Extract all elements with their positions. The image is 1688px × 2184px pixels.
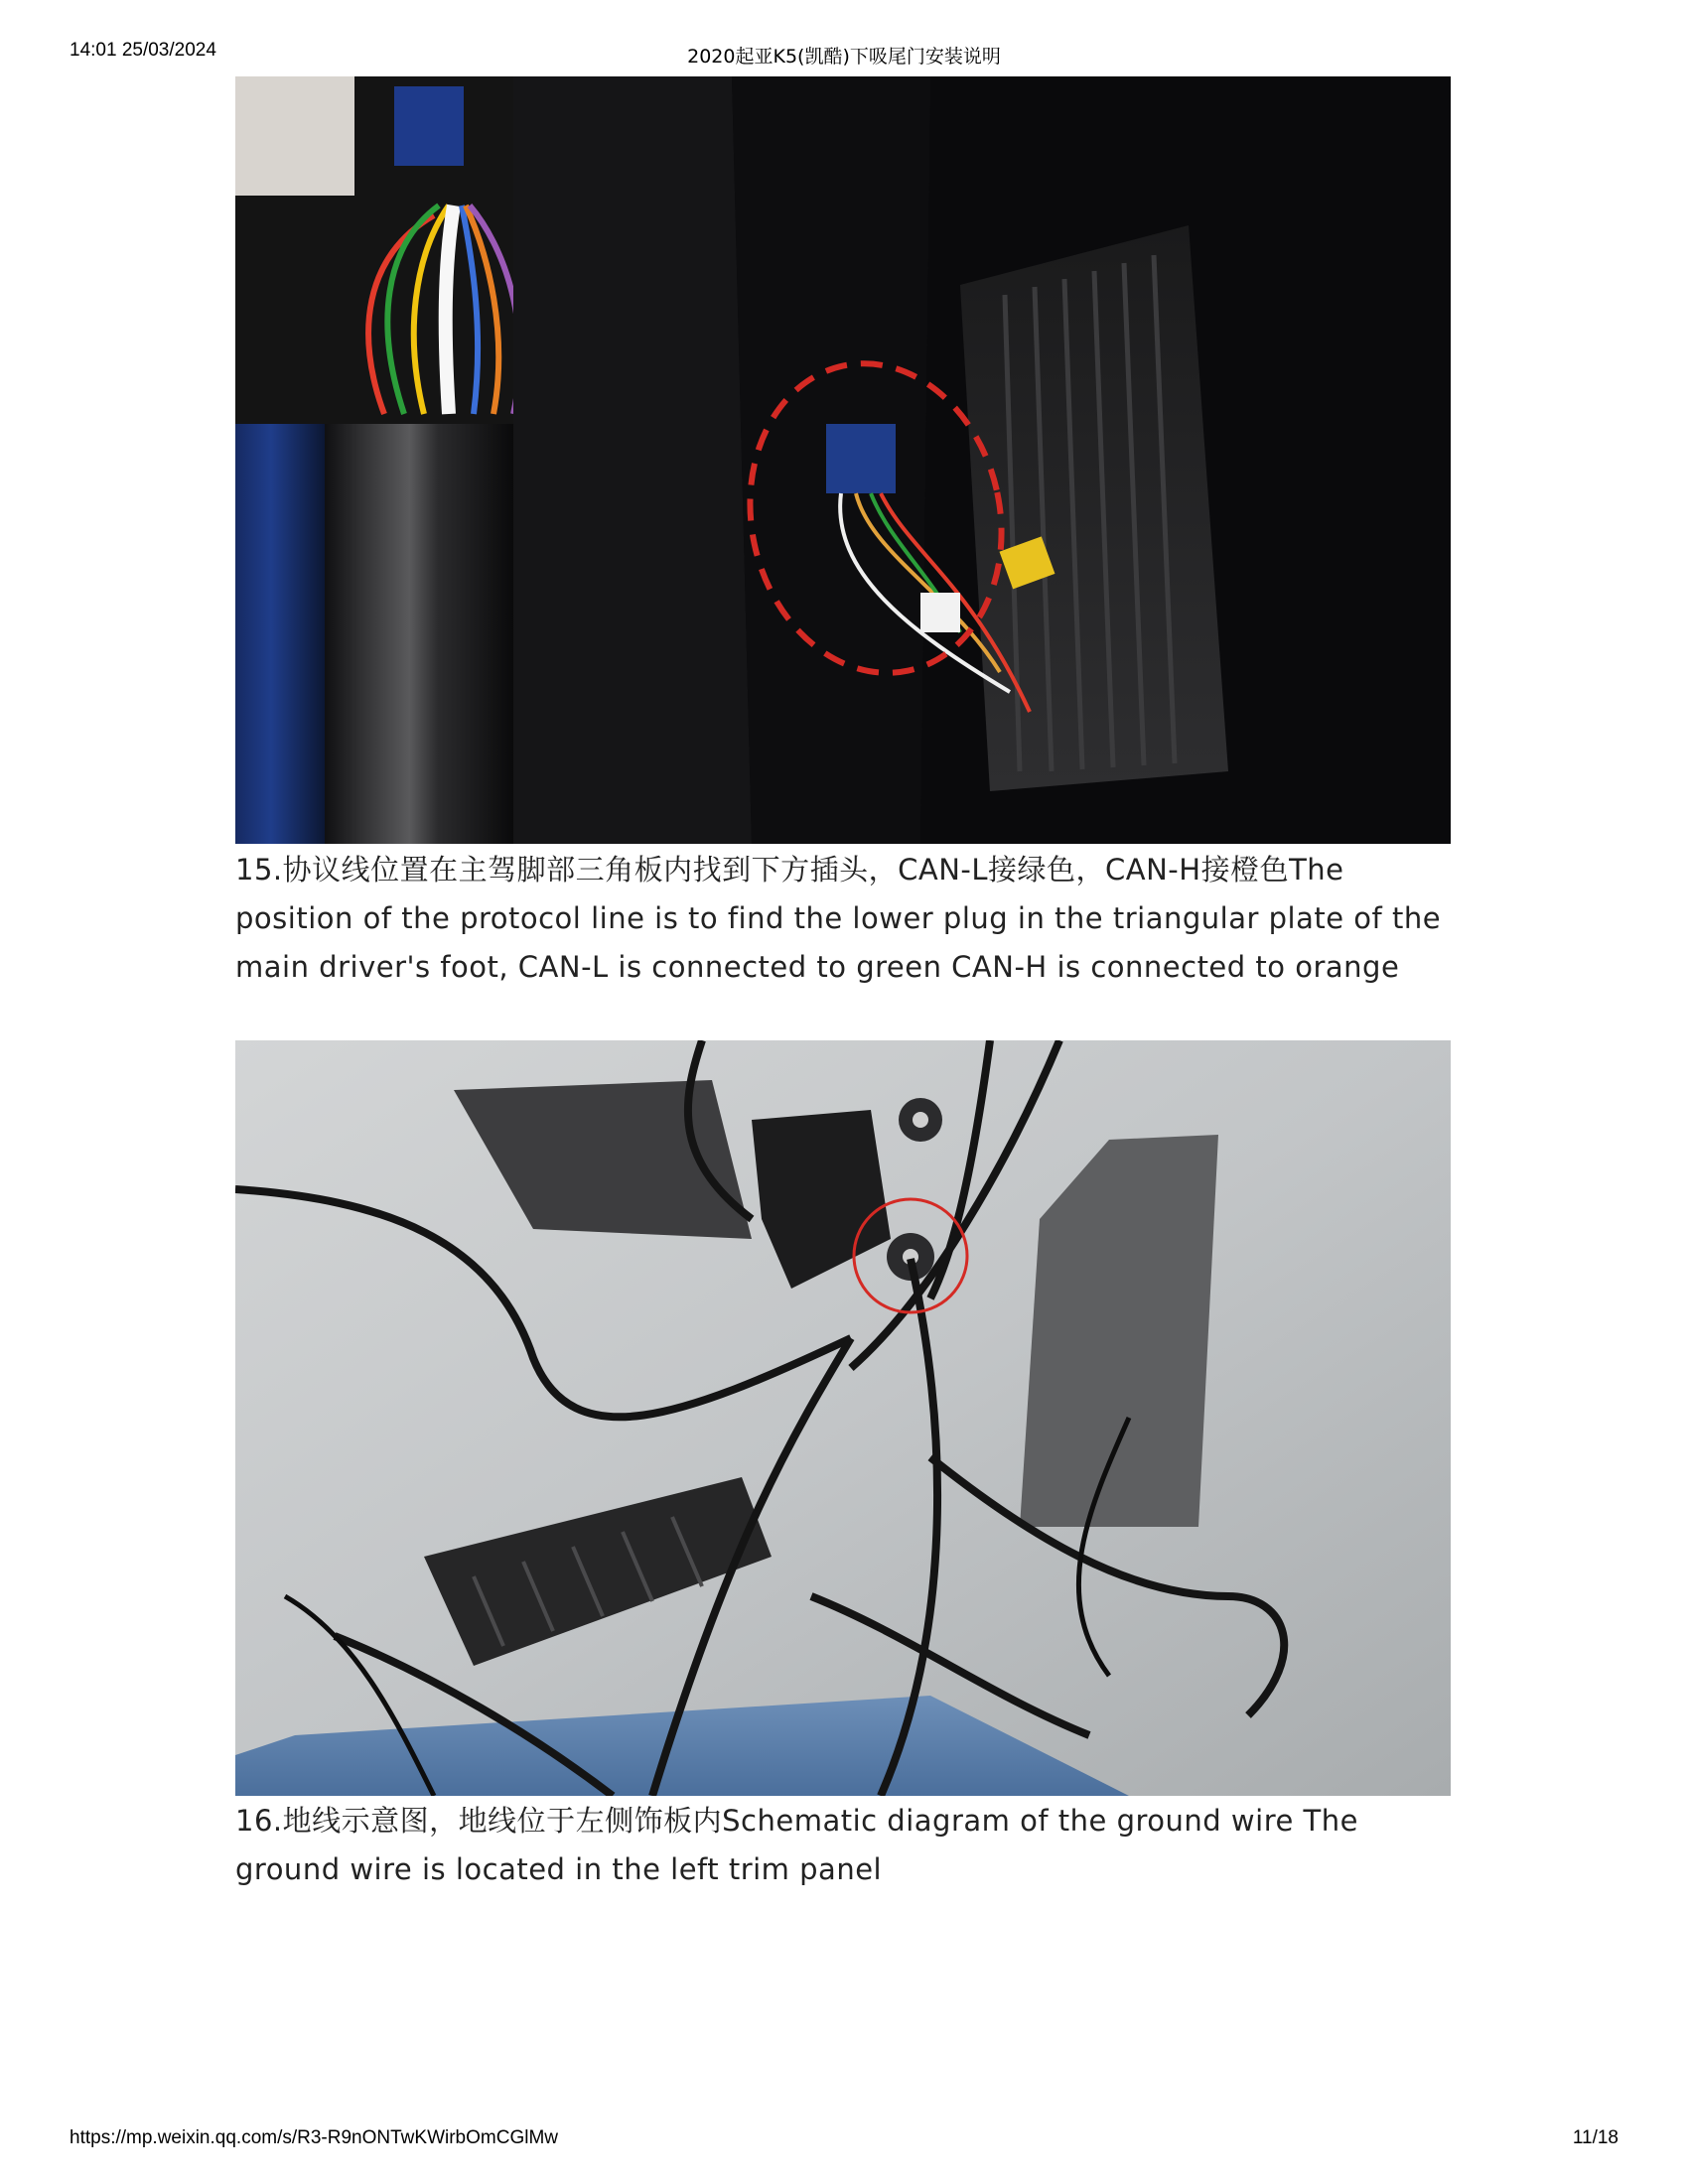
document-title: 2020起亚K5(凯酷)下吸尾门安装说明: [687, 46, 1001, 68]
photo-protocol-wire-plug: [235, 76, 1451, 844]
print-timestamp: 14:01 25/03/2024: [70, 40, 216, 61]
step-16-caption: 16.地线示意图，地线位于左侧饰板内Schematic diagram of the ground wire The ground wire is located in the left trim panel: [235, 1804, 1358, 1886]
source-url: https://mp.weixin.qq.com/s/R3-R9nONTwKWirbOmCGlMw: [70, 2127, 558, 2148]
photo-ground-wire: [235, 1040, 1451, 1796]
step-15-caption: 15.协议线位置在主驾脚部三角板内找到下方插头，CAN-L接绿色，CAN-H接橙色The position of the protocol line is to find the lower plug in the triangular plate of the main driver's foot, CAN-L is connected to green CAN-H is connected to orange: [235, 853, 1442, 984]
page-number: 11/18: [1572, 2127, 1618, 2148]
